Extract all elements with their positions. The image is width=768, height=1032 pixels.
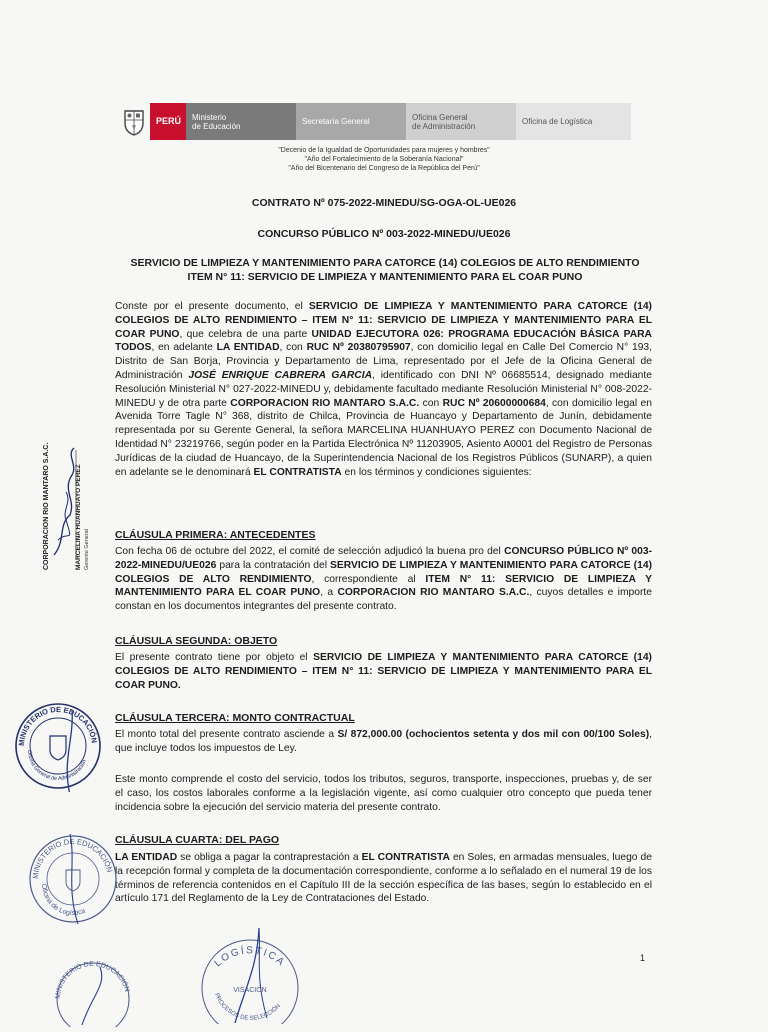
clause-fourth-text: LA ENTIDAD se obliga a pagar la contraprestación a EL CONTRATISTA en Soles, en armadas mensuales, luego de la recepción formal y completa de la documentación correspondiente, conforme a lo señalado en el numeral 19 de los términos de referencia contenidos en el Capítulo III de la sección específica de las bases, según lo establecido en el artículo 171 del Reglamento de la Ley de Contrataciones del Estado. [115,852,653,905]
decenio-lines: "Decenio de la Igualdad de Oportunidades para mujeres y hombres" "Año del Fortalecimiento de la Soberanía Nacional" "Año del Bicentenario del Congreso de la República del Perú" [278,147,490,172]
svg-text:MINISTERIO DE EDUCACIÓN: MINISTERIO DE EDUCACIÓN [30,836,115,880]
logistics-seal-stamp [26,832,120,926]
svg-text:PROCESOS DE SELECCIÓN: PROCESOS DE SELECCIÓN [213,992,282,1022]
intro-paragraph: Conste por el presente documento, el SERVICIO DE LIMPIEZA Y MANTENIMIENTO PARA CATORCE (14) COLEGIOS DE ALTO RENDIMIENTO – ITEM N° 11: SERVICIO DE LIMPIEZA Y MANTENIMIENTO PARA EL COAR PUNO, que celebra de una parte UNIDAD EJECUTORA 026: PROGRAMA EDUCACIÓN BÁSICA PARA TODOS, en adelante LA ENTIDAD, con RUC Nº 20380795907, con domicilio legal en Calle Del Comercio N° 193, Distrito de San Borja, Provincia y Departamento de Lima, representado por el Jefe de la Oficina General de Administración JOSÉ ENRIQUE CABRERA GARCIA, identificado con DNI Nº 06685514, designado mediante Resolución Ministerial N° 027-2022-MINEDU y, debidamente facultado mediante Resolución Ministerial N° 008-2022-MINEDU y de otra parte CORPORACION RIO MANTARO S.A.C. con RUC Nº 20600000684, con domicilio legal en Avenida Torre Tagle N° 368, distrito de Chilca, Provincia de Huancayo y Departamento de Junín, debidamente representada por su Gerente General, la señora MARCELINA HUANHUAYO PEREZ con Documento Nacional de Identidad N° 23219766, según poder en la Partida Electrónica Nº 11203905, Asiento A0001 del Registro de Personas Jurídicas de la ciudad de Huancayo, de la Superintendencia Nacional de los Registros Públicos (SUNARP), a quien en adelante se le denominará EL CONTRATISTA en los términos y condiciones siguientes: [115,301,653,478]
svg-text:MINISTERIO DE EDUCACIÓN: MINISTERIO DE EDUCACIÓN [54,960,131,1000]
logistics-visa-stamp [195,928,305,1024]
clause-third-text-2: Este monto comprende el costo del servicio, todos los tributos, seguros, transporte, inspecciones, pruebas y, de ser el caso, los costos laborales conforme a la legislación vigente, así como cualquier otro concepto que pueda tener incidencia sobre la ejecución del servicio materia del presente contrato. [115,774,652,813]
ministry-header-logo [118,103,631,140]
contract-title: CONTRATO Nº 075-2022-MINEDU/SG-OGA-OL-UE026 [251,197,517,209]
svg-text:Oficina General de Administrac: Oficina General de Administración [25,749,88,783]
svg-text:CORPORACION RIO MANTARO S.A.C.: CORPORACION RIO MANTARO S.A.C. [43,442,50,570]
clause-third-text: El monto total del presente contrato asciende a S/ 872,000.00 (ochocientos setenta y dos mil con 00/100 Soles), que incluye todos los impuestos de Ley. [115,729,652,754]
clause-heading-first: CLÁUSULA PRIMERA: ANTECEDENTES [115,529,316,541]
contractor-signature-stamp [36,430,96,575]
svg-text:Gerente General: Gerente General [84,529,90,570]
svg-text:MINISTERIO DE EDUCACIÓN: MINISTERIO DE EDUCACIÓN [16,704,99,747]
clause-first-text: Con fecha 06 de octubre del 2022, el comité de selección adjudicó la buena pro del CONCURSO PÚBLICO Nº 003-2022-MINEDU/UE026 para la contratación del SERVICIO DE LIMPIEZA Y MANTENIMIENTO PARA CATORCE (14) COLEGIOS DE ALTO RENDIMIENTO, correspondiente al ITEM N° 11: SERVICIO DE LIMPIEZA Y MANTENIMIENTO PARA EL COAR PUNO, a CORPORACION RIO MANTARO S.A.C., cuyos detalles e importe constan en los documentos integrantes del presente contrato. [115,546,652,613]
page-number: 1 [640,953,646,963]
clause-heading-fourth: CLÁUSULA CUARTA: DEL PAGO [115,834,280,846]
contest-title: CONCURSO PÚBLICO Nº 003-2022-MINEDU/UE026 [257,228,511,240]
secretaria-label: Secretaría General [296,103,406,140]
clause-second-text: El presente contrato tiene por objeto el SERVICIO DE LIMPIEZA Y MANTENIMIENTO PARA CATORCE (14) COLEGIOS DE ALTO RENDIMIENTO – ITEM N° 11: SERVICIO DE LIMPIEZA Y MANTENIMIENTO PARA EL COAR PUNO. [115,652,652,691]
clause-heading-third: CLÁUSULA TERCERA: MONTO CONTRACTUAL [115,712,355,724]
oficina-general-label: Oficina General de Administración [406,103,516,140]
ministry-label: Ministerio de Educación [186,103,296,140]
svg-text:MARCELINA HUANHUAYO PEREZ: MARCELINA HUANHUAYO PEREZ [75,464,82,570]
contract-subject: SERVICIO DE LIMPIEZA Y MANTENIMIENTO PARA CATORCE (14) COLEGIOS DE ALTO RENDIMIENTO ITEM N° 11: SERVICIO DE LIMPIEZA Y MANTENIMIENTO PARA EL COAR PUNO [130,257,640,283]
peru-shield-icon [118,103,150,140]
clause-heading-second: CLÁUSULA SEGUNDA: OBJETO [115,635,278,647]
peru-label: PERÚ [150,103,186,140]
oficina-logistica-label: Oficina de Logística [516,103,631,140]
svg-text:VISACIÓN: VISACIÓN [233,987,267,994]
ministry-seal-stamp [12,700,104,792]
svg-text:LOGÍSTICA: LOGÍSTICA [212,945,288,970]
small-ministry-stamp [52,955,134,1027]
svg-text:Oficina de Logística: Oficina de Logística [39,883,87,918]
